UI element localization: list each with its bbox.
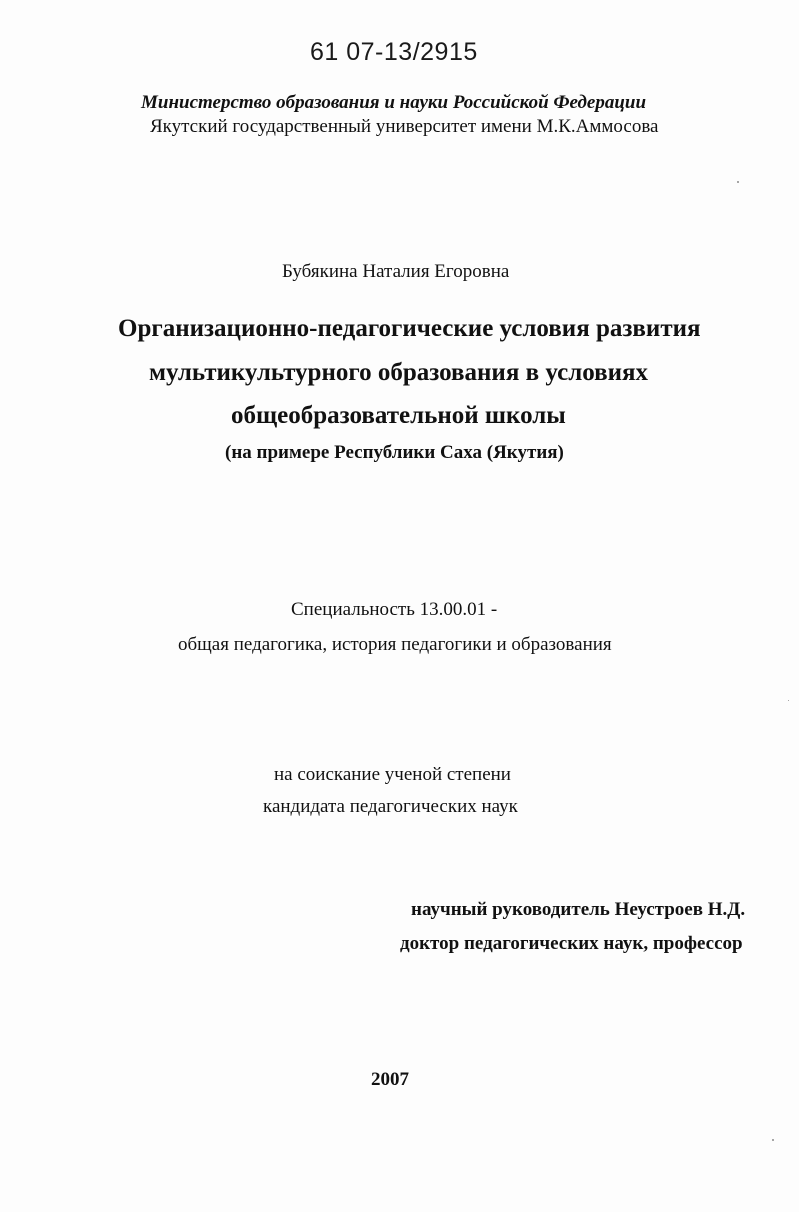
scan-speck: [737, 181, 739, 183]
ministry-name: Министерство образования и науки Российской Федерации: [141, 92, 647, 113]
specialty-code: Специальность 13.00.01 -: [291, 599, 498, 620]
scan-speck: [772, 1139, 774, 1141]
supervisor-name: научный руководитель Неустроев Н.Д.: [411, 899, 746, 920]
supervisor-title: доктор педагогических наук, профессор: [400, 933, 743, 954]
university-name: Якутский государственный университет имени М.К.Аммосова: [150, 116, 659, 137]
author-name: Бубякина Наталия Егоровна: [282, 261, 510, 282]
thesis-title-line-3: общеобразовательной школы: [231, 402, 566, 429]
specialty-description: общая педагогика, история педагогики и образования: [178, 634, 612, 655]
scan-speck: [788, 700, 789, 701]
degree-line-1: на соискание ученой степени: [274, 764, 511, 785]
degree-line-2: кандидата педагогических наук: [263, 796, 518, 817]
thesis-title-line-1: Организационно-педагогические условия развития: [118, 315, 701, 342]
thesis-subtitle: (на примере Республики Саха (Якутия): [225, 442, 564, 463]
publication-year: 2007: [371, 1069, 409, 1090]
archive-stamp-number: 61 07-13/2915: [310, 38, 478, 66]
thesis-title-line-2: мультикультурного образования в условиях: [149, 359, 649, 386]
